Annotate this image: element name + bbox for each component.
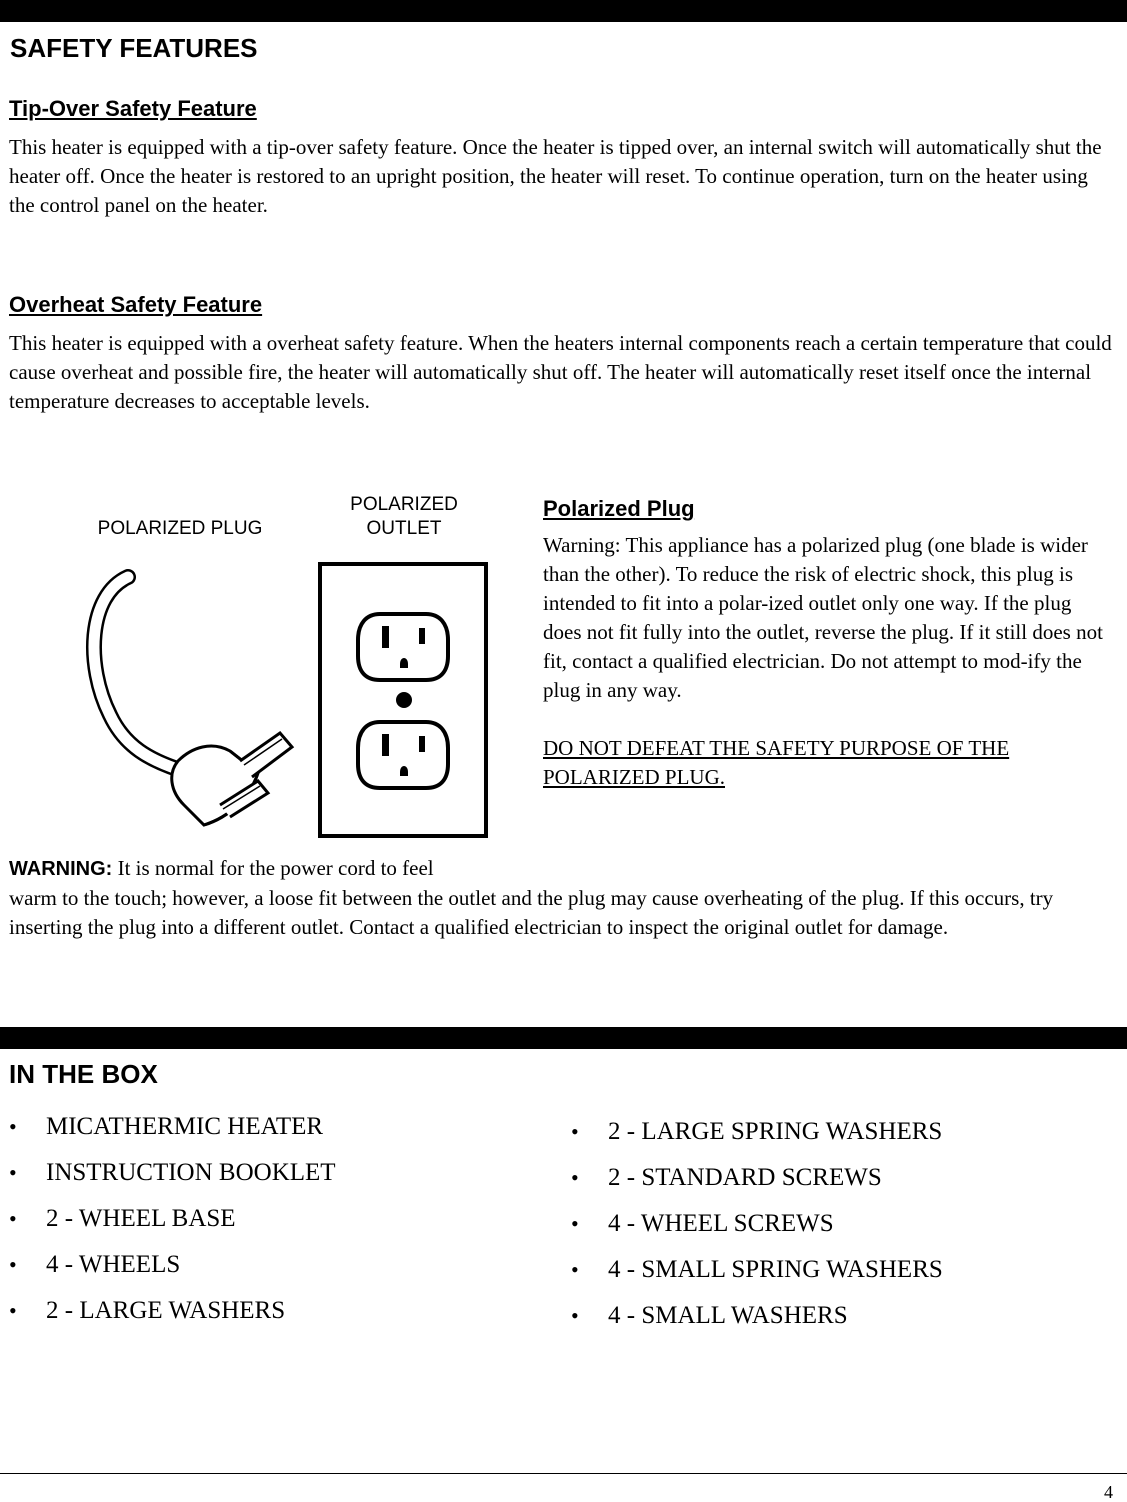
list-item: • 4 - SMALL SPRING WASHERS [571, 1247, 943, 1293]
polarized-plug-section [543, 495, 1103, 792]
polarized-outlet-illustration [318, 562, 488, 838]
tipover-heading: Tip-Over Safety Feature [9, 96, 257, 121]
list-item: • MICATHERMIC HEATER [9, 1104, 336, 1150]
polarized-plug-heading: Polarized Plug [543, 496, 695, 521]
list-item: • 4 - WHEEL SCREWS [571, 1201, 943, 1247]
in-the-box-title: IN THE BOX [9, 1059, 158, 1089]
polarized-plug-text: Warning: This appliance has a polarized plug (one blade is wider than the other). To reduce the risk of electric shock, this plug is intended to fit into a polar-ized outlet only one way. If the plug does not fit fully into the outlet, reverse the plug. If it still does not fit, contact a qualified electrician. Do not attempt to mod-ify the plug in any way. [543, 533, 1103, 702]
polarized-outlet-label [314, 493, 494, 541]
list-item: • INSTRUCTION BOOKLET [9, 1150, 336, 1196]
box-list-left [9, 1104, 336, 1334]
section-bar-box [0, 1027, 1127, 1049]
page-number: 4 [1104, 1482, 1113, 1502]
polarized-plug-label: POLARIZED PLUG [97, 518, 263, 539]
polarized-plug-illustration [80, 565, 305, 835]
footer-rule [0, 1473, 1127, 1474]
list-item: • 2 - WHEEL BASE [9, 1196, 336, 1242]
warning-first-line [9, 854, 1114, 884]
outlet-receptacle-bottom [358, 722, 448, 788]
overheat-text: This heater is equipped with a overheat safety feature. When the heaters internal components reach a certain temperature that could cause overheat and possible fire, the heater will automatically shut off. The heater will automatically reset itself once the internal temperature decreases to acceptable levels. [9, 331, 1112, 413]
outlet-bottom-slot-narrow [419, 736, 425, 752]
warning-paragraph [9, 854, 1114, 942]
warning-line1: It is normal for the power cord to feel [117, 856, 434, 880]
outlet-bottom-slot-wide [382, 734, 389, 756]
overheat-heading: Overheat Safety Feature [9, 292, 263, 317]
outlet-screw [396, 692, 412, 708]
outlet-label-line1: POLARIZED [350, 494, 458, 515]
safety-features-title: SAFETY FEATURES [10, 33, 258, 63]
list-item: • 2 - LARGE WASHERS [9, 1288, 336, 1334]
tipover-text: This heater is equipped with a tip-over safety feature. Once the heater is tipped over, an internal switch will automatically shut the heater off. Once the heater is restored to an upright position, the heater will reset. To continue operation, turn on the heater using the control panel on the heater. [9, 135, 1102, 217]
outlet-label-line2: OUTLET [366, 518, 442, 539]
list-item: • 2 - LARGE SPRING WASHERS [571, 1109, 943, 1155]
polarized-plug-note: DO NOT DEFEAT THE SAFETY PURPOSE OF THE POLARIZED PLUG. [543, 736, 1010, 789]
list-item: • 4 - WHEELS [9, 1242, 336, 1288]
outlet-top-slot-wide [382, 626, 389, 648]
warning-label: WARNING: [9, 858, 113, 880]
list-item: • 4 - SMALL WASHERS [571, 1293, 943, 1339]
outlet-top-slot-narrow [419, 628, 425, 644]
box-list-right [571, 1109, 943, 1339]
outlet-receptacle-top [358, 614, 448, 680]
plug-blade-wide [240, 733, 292, 777]
section-bar-top [0, 0, 1127, 22]
list-item: • 2 - STANDARD SCREWS [571, 1155, 943, 1201]
warning-rest: warm to the touch; however, a loose fit between the outlet and the plug may cause overheating of the plug. If this occurs, try inserting the plug into a different outlet. Contact a qualified electrician to inspect the original outlet for damage. [9, 886, 1054, 939]
